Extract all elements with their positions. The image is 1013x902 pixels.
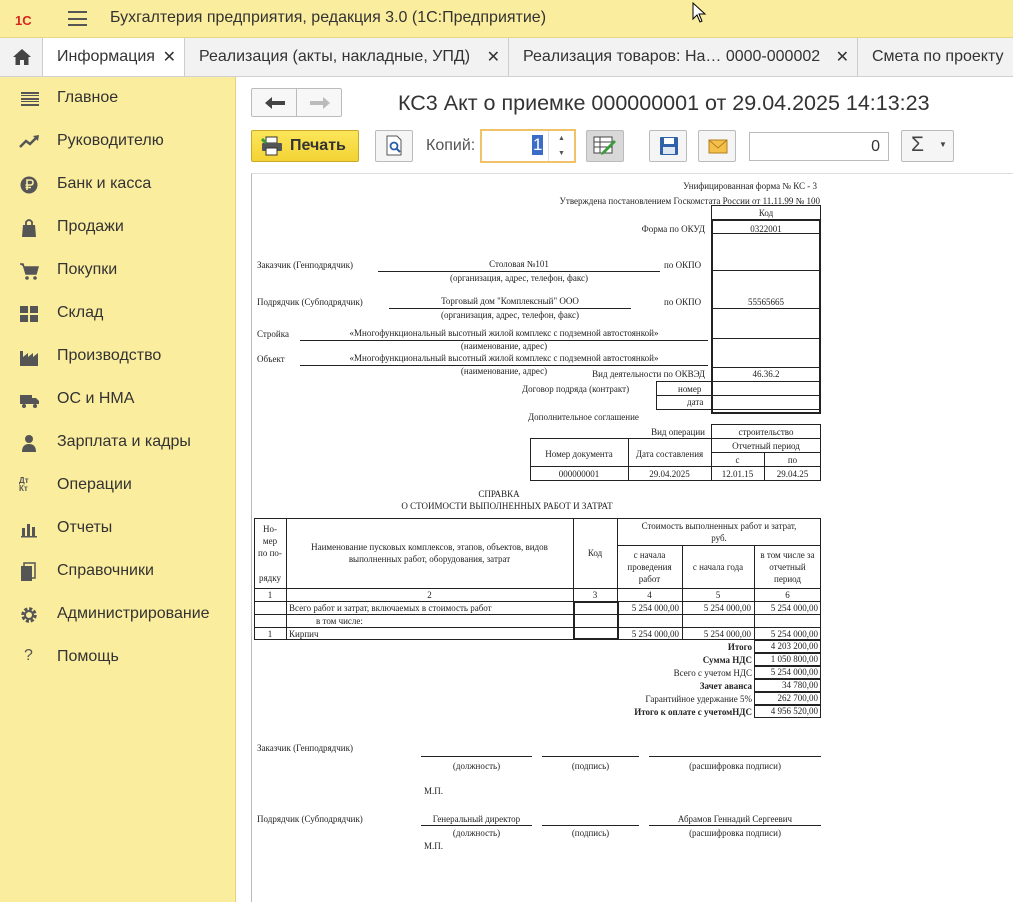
row-total-label: Всего работ и затрат, включаемых в стоимость работ (289, 603, 492, 613)
printed-form-area[interactable] (251, 173, 1013, 902)
sidebar-item-reports[interactable] (0, 507, 236, 550)
total-vat-value-cell (754, 666, 821, 679)
sidebar-item-purchases[interactable] (0, 249, 236, 292)
th-code: Код (587, 548, 603, 558)
colnum-4: 4 (647, 590, 652, 600)
th-num-2: мер (262, 536, 278, 546)
retention-value: 262 700,00 (777, 693, 818, 703)
sidebar-item-label: Банк и касса (57, 175, 152, 192)
preview-button[interactable] (375, 130, 413, 162)
sidebar-item-sales[interactable] (0, 206, 236, 249)
total-vat-value: 5 254 000,00 (770, 667, 818, 677)
app-title: Бухгалтерия предприятия, редакция 3.0 (1С:Предприятие) (110, 9, 547, 26)
contractor-value: Торговый дом "Комплексный" ООО (441, 296, 579, 306)
operation-cell (711, 424, 821, 439)
ks3-form (252, 174, 1013, 902)
sidebar-item-label: Операции (57, 476, 132, 493)
vat-value-cell (754, 653, 821, 666)
th-start-3: работ (638, 574, 661, 584)
heading-spravka: СПРАВКА (478, 489, 520, 499)
object-label: Объект (257, 354, 285, 364)
edit-toggle-button[interactable] (586, 130, 624, 162)
customer-value: Столовая №101 (489, 259, 549, 269)
row1-num: 1 (267, 629, 273, 639)
row-total-year: 5 254 000,00 (703, 603, 751, 613)
code-cells-highlight (573, 601, 619, 640)
page-title: КС3 Акт о приемке 000000001 от 29.04.2025 14:13:23 (398, 91, 930, 115)
sig-contractor-position-hint: (должность) (452, 828, 501, 838)
to-pay-label: Итого к оплате с учетомНДС (634, 707, 752, 717)
okved-label: Вид деятельности по ОКВЭД (592, 369, 705, 379)
sum-menu-button[interactable] (901, 130, 954, 162)
vat-label: Сумма НДС (702, 655, 752, 665)
cart-icon (19, 261, 41, 281)
copies-stepper[interactable] (480, 129, 576, 163)
row1-year: 5 254 000,00 (703, 629, 751, 639)
sig-contractor-position: Генеральный директор (432, 814, 521, 824)
sidebar-item-administration[interactable] (0, 593, 236, 636)
th-num-1: Но- (263, 524, 277, 534)
kod-header-cell (711, 205, 821, 220)
colnum-2: 2 (427, 590, 432, 600)
print-label: Печать (290, 137, 346, 154)
back-button[interactable] (251, 88, 297, 117)
mouse-cursor-icon (692, 2, 708, 24)
docdate-header: Дата составления (635, 449, 704, 459)
debit-credit-icon: Дт Кт (19, 476, 29, 493)
retention-value-cell (754, 692, 821, 705)
save-button[interactable] (649, 130, 687, 162)
books-icon (19, 562, 41, 582)
period-from-header: с (735, 455, 740, 465)
colnum-1: 1 (267, 590, 273, 600)
stamp-customer: М.П. (424, 786, 444, 796)
row-total-period: 5 254 000,00 (770, 603, 818, 613)
sidebar (0, 77, 236, 902)
sum-field[interactable]: 0 (749, 132, 889, 161)
site-label: Стройка (257, 329, 289, 339)
stamp-contractor: М.П. (424, 841, 444, 851)
customer-hint: (организация, адрес, телефон, факс) (449, 273, 589, 283)
tab-bar (0, 38, 1013, 77)
close-icon[interactable]: ✕ (486, 49, 500, 66)
row1-start: 5 254 000,00 (631, 629, 679, 639)
heading-cost: О СТОИМОСТИ ВЫПОЛНЕННЫХ РАБОТ И ЗАТРАТ (401, 501, 613, 511)
th-period-3: период (774, 574, 801, 584)
close-icon[interactable]: ✕ (162, 49, 176, 66)
customer-okpo-label: по ОКПО (664, 260, 702, 270)
th-start-1: с начала (633, 550, 666, 560)
object-hint: (наименование, адрес) (460, 366, 548, 376)
bar-chart-icon (19, 519, 41, 539)
kod-header: Код (758, 208, 774, 218)
advance-label: Зачет аванса (699, 681, 752, 691)
spin-up-icon[interactable]: ▲ (558, 135, 565, 142)
total-vat-label: Всего с учетом НДС (673, 668, 752, 678)
warehouse-grid-icon (19, 304, 41, 324)
copies-label: Копий: (426, 137, 476, 154)
sidebar-item-directories[interactable] (0, 550, 236, 593)
tab-label: Смета по проекту (872, 48, 1004, 65)
th-name-2: выполненных работ, оборудования, затрат (348, 554, 511, 564)
total-label: Итого (727, 642, 752, 652)
sidebar-item-label: Склад (57, 304, 104, 321)
total-value: 4 203 200,00 (770, 641, 818, 651)
sig-contractor-signature-hint: (подпись) (571, 828, 610, 838)
sidebar-item-production[interactable] (0, 335, 236, 378)
contractor-hint: (организация, адрес, телефон, факс) (440, 310, 580, 320)
tab-sales-list[interactable] (185, 38, 509, 76)
sidebar-item-bank[interactable] (0, 163, 236, 206)
th-cost-1: Стоимость выполненных работ и затрат, (641, 521, 797, 531)
contractor-label: Подрядчик (Субподрядчик) (257, 297, 363, 307)
addendum-label: Дополнительное соглашение (528, 412, 639, 422)
sidebar-item-operations[interactable] (0, 464, 236, 507)
contract-label: Договор подряда (контракт) (522, 384, 630, 394)
arrow-right-icon (309, 96, 331, 110)
to-pay-value-cell (754, 705, 821, 718)
document-form (237, 77, 1013, 902)
sidebar-item-warehouse[interactable] (0, 292, 236, 335)
sidebar-item-main[interactable] (0, 77, 236, 120)
form-approved: Утверждена постановлением Госкомстата России от 11.11.99 № 100 (559, 196, 820, 206)
factory-icon (19, 347, 41, 367)
row1-label: Кирпич (289, 629, 319, 639)
docnum-header: Номер документа (545, 449, 613, 459)
question-icon: ? (24, 647, 33, 664)
tab-information[interactable] (43, 38, 185, 76)
to-pay-value: 4 956 520,00 (770, 706, 818, 716)
advance-value-cell (754, 679, 821, 692)
menu-icon[interactable] (68, 11, 87, 26)
operation-value: строительство (738, 427, 794, 437)
gear-icon (19, 605, 41, 625)
th-num-4: рядку (259, 573, 281, 583)
sig-customer-decode-hint: (расшифровка подписи) (689, 761, 781, 771)
row-incl-label: в том числе: (316, 616, 363, 626)
tab-label: Реализация (акты, накладные, УПД) (199, 48, 471, 65)
sidebar-item-label: Производство (57, 347, 162, 364)
contractor-okpo-value: 55565665 (748, 297, 784, 307)
trend-up-icon (19, 132, 41, 152)
retention-label: Гарантийное удержание 5% (645, 694, 752, 704)
contract-number-label: номер (678, 384, 702, 394)
sidebar-item-label: Главное (57, 89, 119, 106)
sig-customer-signature-hint: (подпись) (571, 761, 610, 771)
shopping-bag-icon (19, 218, 41, 238)
floppy-icon (659, 136, 679, 156)
sidebar-item-label: Справочники (57, 562, 154, 579)
sidebar-item-label: ОС и НМА (57, 390, 135, 407)
object-value: «Многофункциональный высотный жилой комплекс с подземной автостоянкой» (349, 353, 659, 363)
close-icon[interactable]: ✕ (835, 49, 849, 66)
sidebar-item-label: Покупки (57, 261, 118, 278)
row1-period: 5 254 000,00 (770, 629, 818, 639)
app-logo[interactable] (14, 7, 32, 31)
sidebar-item-label: Зарплата и кадры (57, 433, 191, 450)
sidebar-item-label: Отчеты (57, 519, 113, 536)
email-button[interactable] (698, 130, 736, 162)
tab-label: Реализация товаров: На… 0000-000002 (523, 48, 821, 65)
home-tab[interactable] (0, 38, 43, 76)
sig-customer-position-hint: (должность) (452, 761, 501, 771)
th-cost-2: руб. (711, 533, 727, 543)
tab-sales-document[interactable] (509, 38, 858, 76)
sidebar-item-label: Руководителю (57, 132, 164, 149)
th-year: с начала года (692, 562, 744, 572)
vat-value: 1 050 800,00 (770, 654, 818, 664)
sig-contractor-label: Подрядчик (Субподрядчик) (257, 814, 363, 824)
sidebar-item-label: Продажи (57, 218, 124, 235)
app-logo-text: 1С (15, 13, 32, 28)
docnum-value: 000000001 (558, 469, 600, 479)
home-icon (12, 48, 32, 66)
sidebar-item-assets[interactable] (0, 378, 236, 421)
arrow-left-icon (264, 96, 286, 110)
okud-value: 0322001 (750, 224, 782, 234)
total-value-cell (754, 640, 821, 653)
form-name: Унифицированная форма № КС - 3 (683, 181, 817, 191)
truck-icon (19, 390, 41, 410)
period-from-value: 12.01.15 (721, 469, 754, 479)
copies-spin[interactable] (548, 131, 574, 161)
sidebar-item-label: Администрирование (57, 605, 210, 622)
contract-date-label: дата (687, 397, 704, 407)
sidebar-item-salary[interactable] (0, 421, 236, 464)
th-name-1: Наименование пусковых комплексов, этапов, объектов, видов (311, 542, 548, 552)
sig-customer-label: Заказчик (Генподрядчик) (257, 743, 353, 753)
preview-icon (385, 135, 405, 157)
advance-value: 34 780,00 (782, 680, 818, 690)
envelope-icon (708, 139, 728, 155)
customer-label: Заказчик (Генподрядчик) (257, 260, 353, 270)
sig-contractor-name: Абрамов Геннадий Сергеевич (677, 814, 793, 824)
ruble-icon (19, 175, 41, 195)
title-bar (0, 0, 1013, 38)
spin-down-icon[interactable]: ▼ (558, 150, 565, 157)
th-start-2: проведения (627, 562, 672, 572)
colnum-3: 3 (592, 590, 598, 600)
printer-icon (261, 136, 283, 156)
site-value: «Многофункциональный высотный жилой комплекс с подземной автостоянкой» (349, 328, 659, 338)
sigma-icon: Σ (911, 133, 924, 156)
operation-label: Вид операции (651, 427, 705, 437)
list-icon (19, 89, 41, 109)
print-button[interactable] (251, 130, 359, 162)
edit-table-icon (593, 135, 617, 157)
sidebar-item-help[interactable] (0, 636, 236, 679)
chevron-down-icon: ▼ (939, 140, 947, 149)
th-period-2: отчетный (769, 562, 806, 572)
codes-column (711, 219, 821, 414)
row-total-start: 5 254 000,00 (631, 603, 679, 613)
th-num-3: по по- (258, 548, 282, 558)
forward-button[interactable] (296, 88, 342, 117)
period-header: Отчетный период (732, 441, 800, 451)
contractor-okpo-label: по ОКПО (664, 297, 702, 307)
sidebar-item-manager[interactable] (0, 120, 236, 163)
period-to-value: 29.04.25 (776, 469, 809, 479)
copies-value[interactable]: 1 (533, 135, 543, 154)
colnum-5: 5 (715, 590, 721, 600)
site-hint: (наименование, адрес) (460, 341, 548, 351)
tab-label: Информация (57, 48, 155, 65)
person-icon (19, 433, 41, 453)
sidebar-item-label: Помощь (57, 648, 119, 665)
th-period-1: в том числе за (760, 550, 815, 560)
colnum-6: 6 (785, 590, 790, 600)
tab-project-estimate[interactable] (858, 38, 1013, 76)
okved-value: 46.36.2 (752, 369, 780, 379)
sig-contractor-decode-hint: (расшифровка подписи) (689, 828, 781, 838)
period-to-header: по (787, 455, 798, 465)
docdate-value: 29.04.2025 (649, 469, 690, 479)
okud-label: Форма по ОКУД (641, 224, 705, 234)
